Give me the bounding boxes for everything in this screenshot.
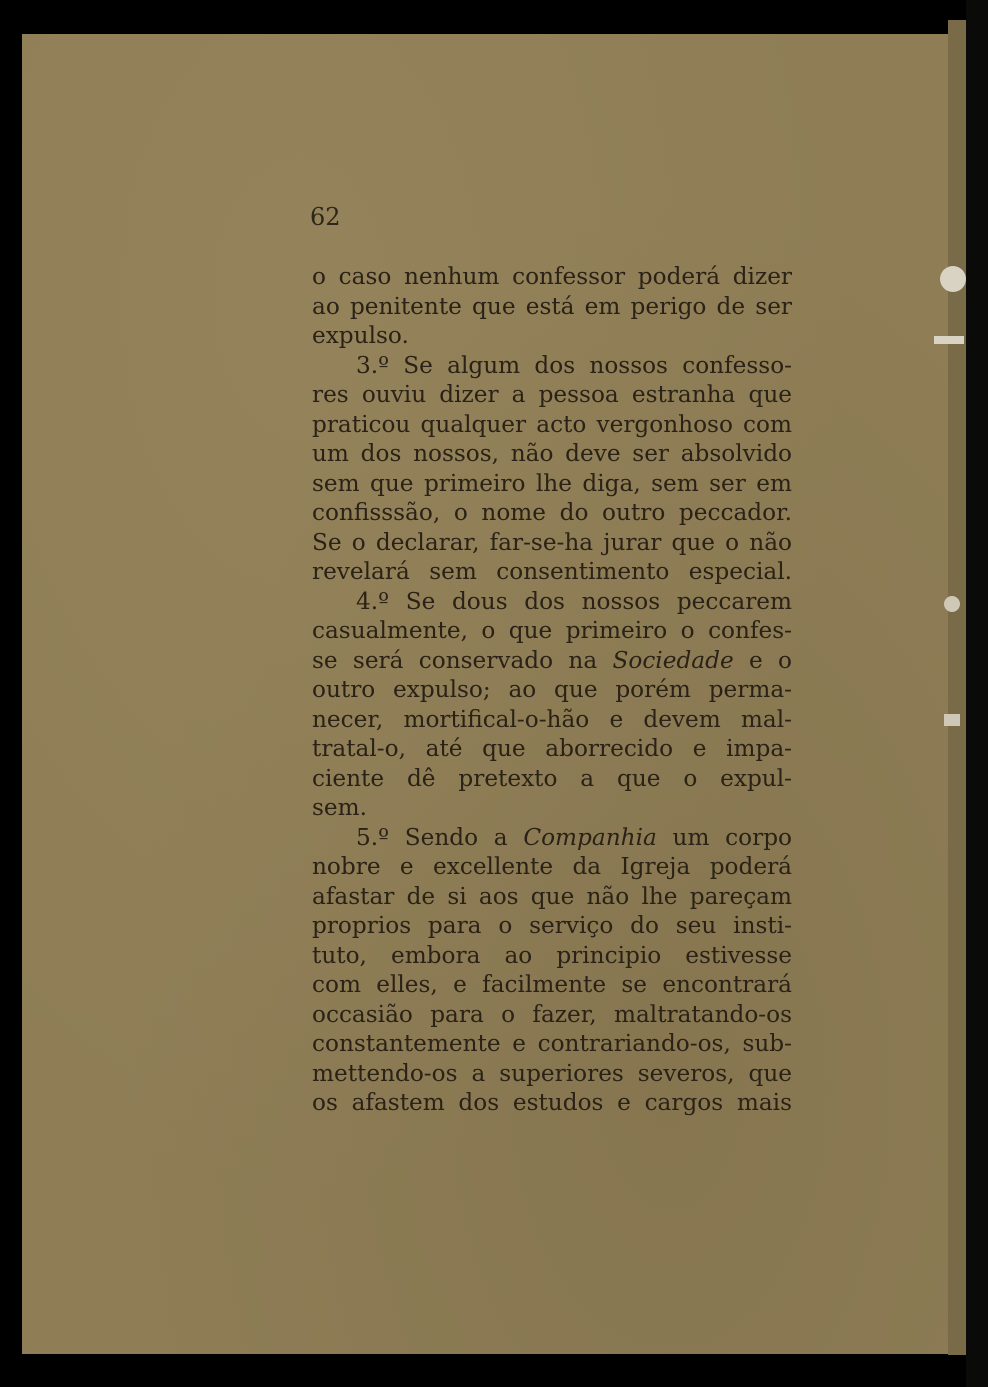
edge-mark-1	[940, 266, 966, 292]
text-line: ciente dê pretexto a que o expul-	[312, 764, 792, 792]
text-line: casualmente, o que primeiro o confes-	[312, 617, 792, 644]
text-line: res ouviu dizer a pessoa estranha que	[312, 381, 792, 408]
text-line: necer, mortifical-o-hão e devem mal-	[312, 705, 792, 733]
text-line: nobre e excellente da Igreja poderá	[312, 853, 792, 880]
text-line: mettendo-os a superiores severos, que	[312, 1059, 792, 1087]
text-line: revelará sem consentimento especial.	[312, 558, 792, 585]
text-line: 5.º Sendo a Companhia um corpo	[356, 823, 792, 851]
text-line: confisssão, o nome do outro peccador.	[312, 499, 792, 526]
text-line: occasião para o fazer, maltratando-os	[312, 1000, 792, 1028]
text-line: um dos nossos, não deve ser absolvido	[312, 440, 792, 467]
text-line: 4.º Se dous dos nossos peccarem	[356, 587, 792, 615]
text-line: sem que primeiro lhe diga, sem ser em	[312, 469, 792, 497]
text-line: proprios para o serviço do seu insti-	[312, 912, 792, 939]
text-line: se será conservado na Sociedade e o	[312, 646, 792, 674]
edge-mark-2	[934, 336, 964, 344]
text-line: ao penitente que está em perigo de ser	[312, 292, 792, 320]
text-line: 3.º Se algum dos nossos confesso-	[356, 351, 792, 379]
body-text	[312, 262, 792, 1118]
edge-mark-4	[944, 714, 960, 726]
text-line: os afastem dos estudos e cargos mais	[312, 1089, 792, 1116]
text-line: praticou qualquer acto vergonhoso com	[312, 410, 792, 438]
text-line: afastar de si aos que não lhe pareçam	[312, 882, 792, 910]
edge-mark-3	[944, 596, 960, 612]
text-line: tratal-o, até que aborrecido e impa-	[312, 735, 792, 762]
text-line: tuto, embora ao principio estivesse	[312, 941, 792, 969]
text-line: constantemente e contrariando-os, sub-	[312, 1030, 792, 1057]
text-line: expulso.	[312, 322, 409, 349]
text-line: sem.	[312, 794, 367, 821]
text-line: Se o declarar, far-se-ha jurar que o não	[312, 528, 792, 556]
dark-margin	[966, 0, 988, 1387]
page-number: 62	[310, 203, 341, 231]
text-line: outro expulso; ao que porém perma-	[312, 676, 792, 703]
text-line: o caso nenhum confessor poderá dizer	[312, 263, 792, 290]
text-line: com elles, e facilmente se encontrará	[312, 971, 792, 998]
binding-edge	[948, 20, 966, 1355]
